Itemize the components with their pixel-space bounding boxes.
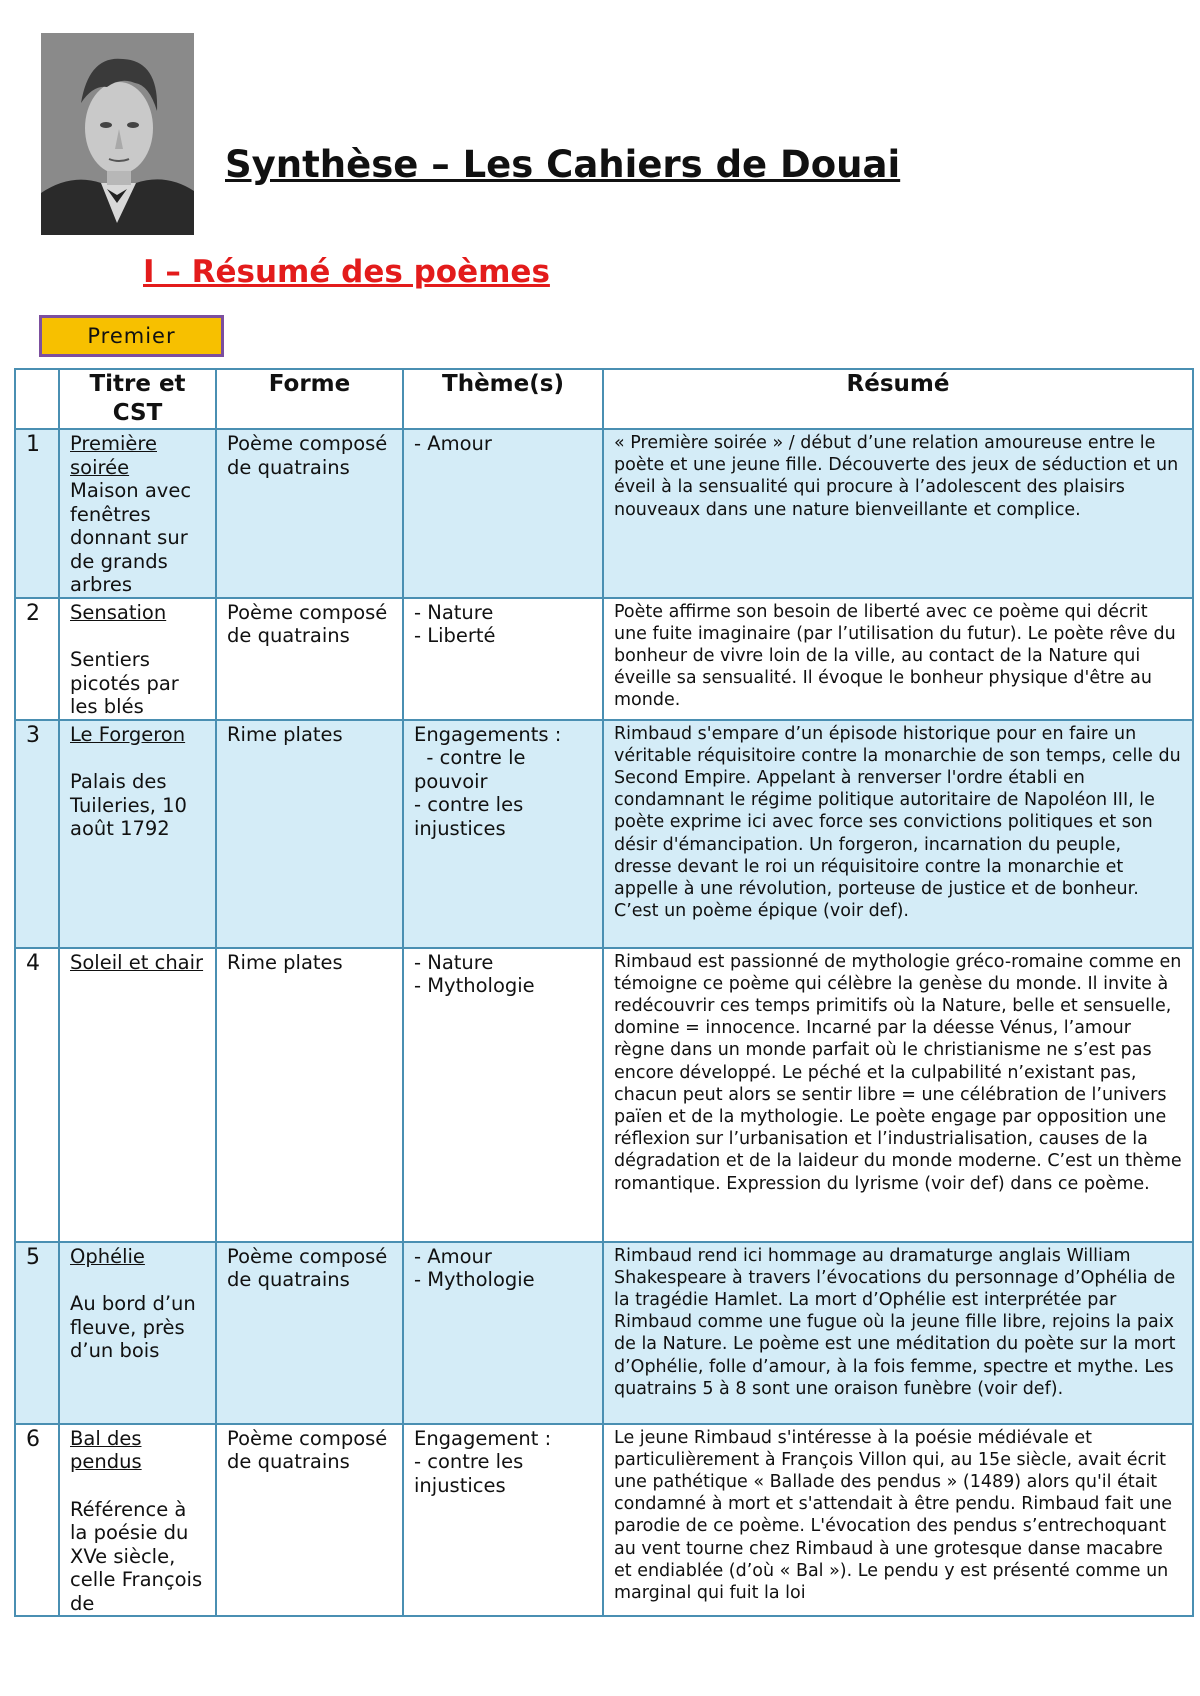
theme-item: Engagement : — [414, 1426, 552, 1450]
theme-item: - Nature — [414, 600, 494, 624]
theme-item: - Mythologie — [414, 974, 535, 997]
poem-themes — [403, 429, 603, 598]
theme-item: - Mythologie — [414, 1268, 535, 1291]
row-number: 5 — [15, 1242, 59, 1424]
theme-item: - contre le pouvoir — [414, 746, 532, 793]
header-themes: Thème(s) — [403, 369, 603, 429]
table-row — [15, 429, 1193, 598]
poem-themes — [403, 1424, 603, 1617]
poem-form: Poème composé de quatrains — [216, 429, 403, 598]
header-resume: Résumé — [603, 369, 1193, 429]
section-title: I – Résumé des poèmes — [143, 254, 550, 290]
poem-themes — [403, 598, 603, 720]
row-number: 2 — [15, 598, 59, 720]
table-row — [15, 1424, 1193, 1617]
poem-cell — [59, 948, 216, 1242]
poems-summary-table — [14, 368, 1194, 1617]
poem-title-link[interactable]: Le Forgeron — [70, 722, 186, 746]
poem-themes — [403, 948, 603, 1242]
poem-place: Maison avec fenêtres donnant sur de grands arbres — [70, 479, 192, 596]
row-number: 3 — [15, 720, 59, 948]
table-row — [15, 948, 1193, 1242]
spacer — [70, 1268, 205, 1292]
row-number: 1 — [15, 429, 59, 598]
theme-item: - Nature — [414, 950, 494, 974]
poem-cell — [59, 1242, 216, 1424]
poem-summary: « Première soirée » / début d’une relation amoureuse entre le poète et une jeune fille. Découverte des jeux de séduction et un éveil à la sensualité qui procure à l’adolescent des plaisirs nouveaux dans une nature bienveillante et complice. — [603, 429, 1193, 598]
theme-item: - Amour — [414, 432, 492, 455]
table-row — [15, 1242, 1193, 1424]
poem-form: Rime plates — [216, 948, 403, 1242]
poem-form: Poème composé de quatrains — [216, 1424, 403, 1617]
spacer — [70, 624, 205, 648]
poem-title-link[interactable]: Ophélie — [70, 1244, 145, 1268]
poem-summary: Rimbaud s'empare d’un épisode historique pour en faire un véritable réquisitoire contre la monarchie de son temps, celle du Second Empire. Appelant à renverser l'ordre établi en condamnant le régime politique autoritaire de Napoléon III, le poète exprime ici avec force ses convictions politiques et son désir d'émancipation. Un forgeron, incarnation du peuple, dresse devant le roi un réquisitoire contre la monarchie et appelle à une révolution, porteuse de justice et de bonheur. C’est un poème épique (voir def). — [603, 720, 1193, 948]
poem-title-link[interactable]: Soleil et chair — [70, 950, 204, 974]
portrait-photo — [41, 33, 194, 235]
poem-cell — [59, 429, 216, 598]
row-number: 4 — [15, 948, 59, 1242]
theme-item: - contre les injustices — [414, 793, 524, 840]
poem-title-link[interactable]: Bal des pendus — [70, 1426, 142, 1473]
poem-themes — [403, 720, 603, 948]
poem-cell — [59, 1424, 216, 1617]
poem-place: Au bord d’un fleuve, près d’un bois — [70, 1292, 196, 1362]
table-row — [15, 598, 1193, 720]
poem-title-link[interactable]: Sensation — [70, 600, 167, 624]
poem-summary: Rimbaud est passionné de mythologie gréco-romaine comme en témoigne ce poème qui célèbre la genèse du monde. Il invite à redécouvrir ces temps primitifs où la Nature, belle et sensuelle, domine = innocence. Incarné par la déesse Vénus, l’amour règne dans un monde parfait où le christianisme ne s’est pas encore développé. Le péché et la culpabilité n’existant pas, chacun peut alors se sentir libre = une célébration de l’univers païen et de la mythologie. Le poète engage par opposition une réflexion sur l’urbanisation et l’industrialisation, causes de la dégradation et de la laideur du monde moderne. C’est un thème romantique. Expression du lyrisme (voir def) dans ce poème. — [603, 948, 1193, 1242]
theme-item: - Liberté — [414, 624, 496, 647]
spacer — [70, 1474, 205, 1498]
poem-form: Rime plates — [216, 720, 403, 948]
table-row — [15, 720, 1193, 948]
spacer — [70, 746, 205, 770]
poem-themes — [403, 1242, 603, 1424]
theme-item: - contre les injustices — [414, 1450, 524, 1497]
header-forme: Forme — [216, 369, 403, 429]
theme-item: Engagements : — [414, 722, 562, 746]
poem-summary: Rimbaud rend ici hommage au dramaturge anglais William Shakespeare à travers l’évocations du personnage d’Ophélia de la tragédie Hamlet. La mort d’Ophélie est interprétée par Rimbaud comme une fugue où la jeune fille libre, rejoins la paix de la Nature. Le poème est une méditation du poète sur la mort d’Ophélie, folle d’amour, à la fois femme, spectre et mythe. Les quatrains 5 à 8 sont une oraison funèbre (voir def). — [603, 1242, 1193, 1424]
theme-item: - Amour — [414, 1244, 492, 1268]
document-title: Synthèse – Les Cahiers de Douai — [225, 143, 901, 186]
header-number — [15, 369, 59, 429]
poem-place: Référence à la poésie du XVe siècle, celle François de — [70, 1497, 203, 1615]
poem-cell — [59, 598, 216, 720]
row-number: 6 — [15, 1424, 59, 1617]
poem-summary: Poète affirme son besoin de liberté avec ce poème qui décrit une fuite imaginaire (par l’utilisation du futur). Le poète rêve du bonheur de vivre loin de la ville, au contact de la Nature qui éveille sa sensualité. Il évoque le bonheur physique d'être au monde. — [603, 598, 1193, 720]
poem-form: Poème composé de quatrains — [216, 598, 403, 720]
poem-summary: Le jeune Rimbaud s'intéresse à la poésie médiévale et particulièrement à François Villon qui, au 15e siècle, avait écrit une pathétique « Ballade des pendus » (1489) alors qu'il était condamné à mort et s'attendait à être pendu. Rimbaud fait une parodie de ce poème. L'évocation des pendus s’entrechoquant au vent tourne chez Rimbaud à une grotesque danse macabre et endiablée (d’où « Bal »). Le pendu y est présenté comme un marginal qui fuit la loi — [603, 1424, 1193, 1617]
poem-place: Sentiers picotés par les blés — [70, 648, 179, 718]
poem-cell — [59, 720, 216, 948]
poem-title-link[interactable]: Première soirée — [70, 432, 157, 479]
poem-form: Poème composé de quatrains — [216, 1242, 403, 1424]
poem-place: Palais des Tuileries, 10 août 1792 — [70, 770, 187, 840]
table-header-row — [15, 369, 1193, 429]
premier-badge: Premier — [39, 315, 224, 357]
header-titre: Titre et CST — [59, 369, 216, 429]
